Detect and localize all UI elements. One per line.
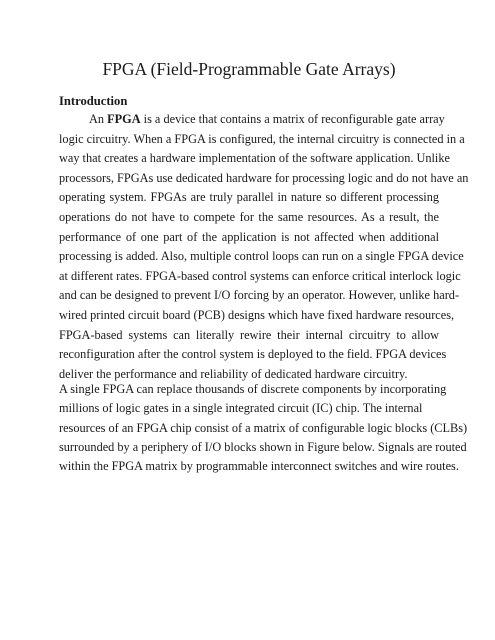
document-title: FPGA (Field-Programmable Gate Arrays) bbox=[102, 59, 396, 79]
paragraph-line: and can be designed to prevent I/O forcing by an operator. However, unlike hard- bbox=[59, 288, 460, 303]
paragraph-line: reconfiguration after the control system is deployed to the field. FPGA devices bbox=[59, 347, 447, 362]
paragraph-line: performance of one part of the application is not affected when additional bbox=[59, 229, 439, 244]
paragraph-line: at different rates. FPGA-based control systems can enforce critical interlock logic bbox=[59, 268, 461, 283]
paragraph-line: An FPGA is a device that contains a matrix of reconfigurable gate array bbox=[89, 112, 445, 126]
paragraph-fpga-structure bbox=[59, 380, 468, 476]
paragraph-line: millions of logic gates in a single integrated circuit (IC) chip. The internal bbox=[59, 401, 423, 416]
paragraph-line: operating system. FPGAs are truly parallel in nature so different processing bbox=[59, 190, 439, 205]
paragraph-introduction bbox=[59, 110, 469, 384]
paragraph-line: processing is added. Also, multiple control loops can run on a single FPGA device bbox=[59, 249, 464, 264]
paragraph-line: surrounded by a periphery of I/O blocks shown in Figure below. Signals are routed bbox=[59, 439, 467, 454]
paragraph-line: way that creates a hardware implementation of the software application. Unlike bbox=[59, 151, 450, 166]
paragraph-line: FPGA-based systems can literally rewire their internal circuitry to allow bbox=[59, 327, 439, 342]
paragraph-line: A single FPGA can replace thousands of discrete components by incorporating bbox=[59, 382, 447, 396]
paragraph-line: deliver the performance and reliability of dedicated hardware circuitry. bbox=[59, 366, 408, 381]
paragraph-line: processors, FPGAs use dedicated hardware for processing logic and do not have an bbox=[59, 170, 469, 185]
paragraph-line: logic circuitry. When a FPGA is configured, the internal circuitry is connected in a bbox=[59, 131, 465, 146]
paragraph-line: wired printed circuit board (PCB) designs which have fixed hardware resources, bbox=[59, 307, 455, 322]
paragraph-line: operations do not have to compete for the same resources. As a result, the bbox=[59, 209, 439, 224]
paragraph-line: within the FPGA matrix by programmable interconnect switches and wire routes. bbox=[59, 459, 459, 474]
section-heading: Introduction bbox=[59, 94, 128, 108]
paragraph-line: resources of an FPGA chip consist of a matrix of configurable logic blocks (CLBs) bbox=[59, 420, 468, 435]
